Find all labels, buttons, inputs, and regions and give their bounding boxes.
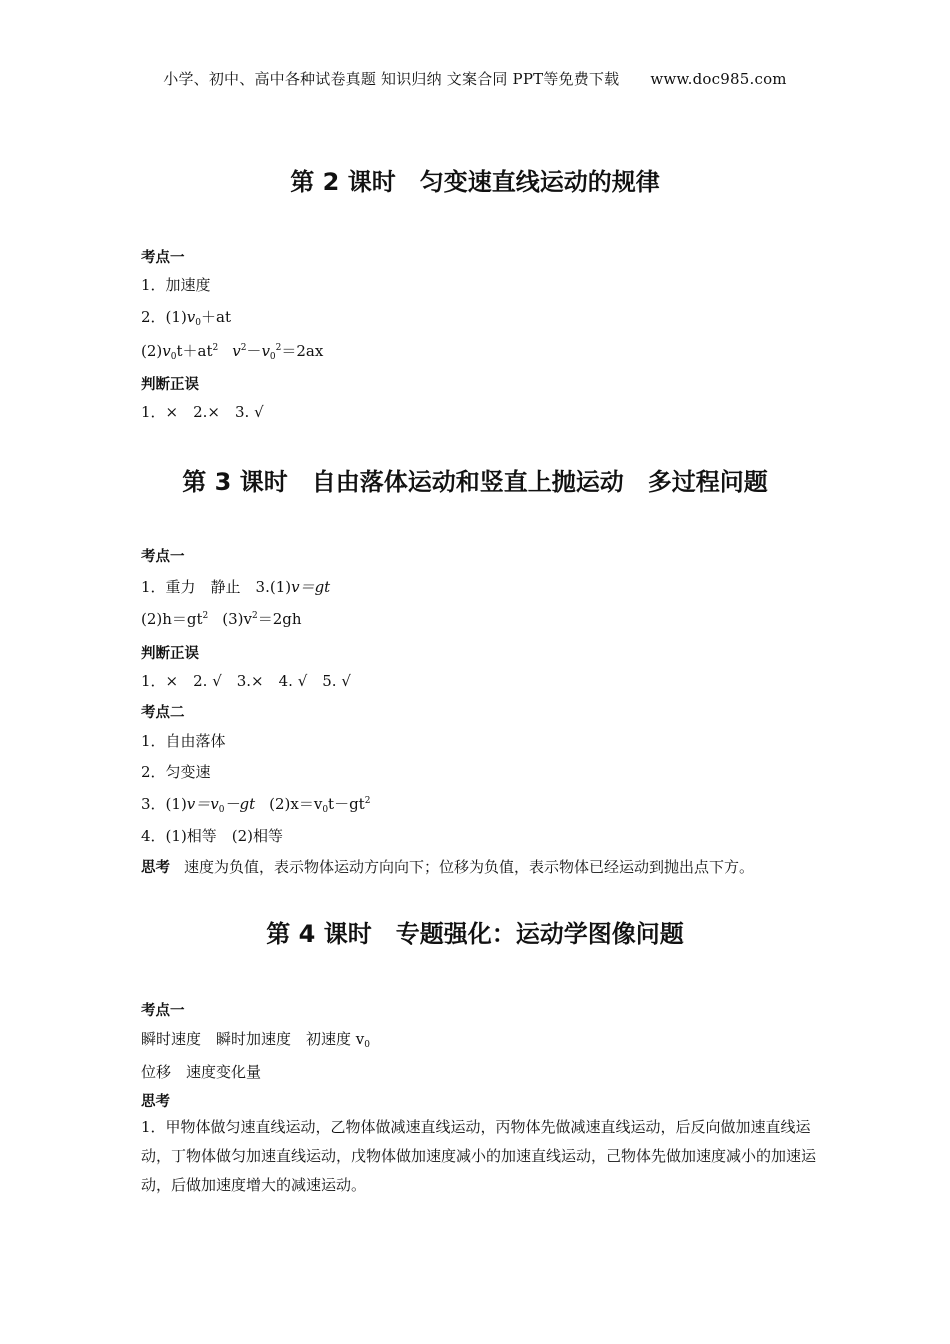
lesson4-paragraph: 1．甲物体做匀速直线运动，乙物体做减速直线运动，丙物体先做减速直线运动，后反向做加速直线运动，丁物体做匀加速直线运动，戊物体做加速度减小的加速直线运动，己物体先做加速度减小的加速运动，后做加速度增大的减速运动。 xyxy=(141,1118,817,1194)
lesson4-line1 xyxy=(141,1028,370,1050)
lesson3-line1 xyxy=(141,576,330,597)
line1-prefix: 1．重力 静止 3.(1) xyxy=(141,578,292,596)
lesson4-kaodian1: 考点一 xyxy=(141,1003,185,1019)
lesson4-sikao: 思考 xyxy=(141,1094,170,1110)
v-symbol: v xyxy=(232,342,241,360)
sikao-label: 思考 xyxy=(141,860,170,876)
lesson3-k2-item3 xyxy=(141,793,370,815)
line1-text: 瞬时速度 瞬时加速度 初速度 v xyxy=(141,1030,365,1048)
item3-prefix: (2) xyxy=(141,342,163,360)
k2-item3-d: t－gt xyxy=(328,795,365,813)
lesson3-title: 第 3 课时 自由落体运动和竖直上抛运动 多过程问题 xyxy=(182,468,768,496)
sup-two: 2 xyxy=(275,343,282,353)
item2-tail: ＋at xyxy=(201,308,231,326)
lesson3-k2-item2: 2．匀变速 xyxy=(141,763,211,781)
lesson3-k2-item4: 4．(1)相等 (2)相等 xyxy=(141,827,284,845)
item3-mid: t＋at xyxy=(176,342,213,360)
line1-eq: v＝gt xyxy=(291,578,331,596)
lesson2-item3: $(2)v_0t+at^2$ $v^2-v_0^2=2ax$ xyxy=(141,342,324,362)
sikao-text: 速度为负值，表示物体运动方向向下；位移为负值，表示物体已经运动到抛出点下方。 xyxy=(184,858,755,876)
lesson2-title: 第 2 课时 匀变速直线运动的规律 xyxy=(290,168,660,196)
sub-zero: 0 xyxy=(322,805,329,815)
lesson2-answers: 1．× 2.× 3. √ xyxy=(141,403,264,421)
sup-two: 2 xyxy=(252,611,258,621)
sup-two: 2 xyxy=(212,343,219,353)
k2-item3-a: v＝v xyxy=(186,795,219,813)
lesson3-k2-item1: 1．自由落体 xyxy=(141,732,226,750)
lesson2-kaodian1: 考点一 xyxy=(141,250,185,266)
sub-zero: 0 xyxy=(218,805,225,815)
lesson4-line2: 位移 速度变化量 xyxy=(141,1063,262,1081)
lesson2-item2 xyxy=(141,306,231,328)
header-text: 小学、初中、高中各种试卷真题 知识归纳 文案合同 PPT等免费下载 xyxy=(163,70,620,88)
lesson4-title: 第 4 课时 专题强化：运动学图像问题 xyxy=(266,920,684,948)
sup-two: 2 xyxy=(240,343,247,353)
item2-prefix: 2．(1) xyxy=(141,308,187,326)
sub-zero: 0 xyxy=(170,352,177,362)
v-symbol: v xyxy=(162,342,171,360)
lesson3-line2 xyxy=(141,608,302,629)
line2-c: ＝2gh xyxy=(257,610,302,628)
k2-item3-b: －gt xyxy=(224,795,256,813)
page-header xyxy=(0,68,950,89)
k2-item3-prefix: 3．(1) xyxy=(141,795,187,813)
lesson3-panduan: 判断正误 xyxy=(141,646,199,662)
header-site: www.doc985.com xyxy=(650,70,787,88)
sub-zero: 0 xyxy=(269,352,276,362)
lesson2-item1: 1．加速度 xyxy=(141,276,211,294)
v-symbol: v xyxy=(186,308,196,326)
line2-a: (2)h＝gt xyxy=(141,610,203,628)
v-symbol: v xyxy=(261,342,270,360)
line2-b: (3)v xyxy=(222,610,253,628)
k2-item3-c: (2)x＝v xyxy=(269,795,323,813)
lesson2-panduan: 判断正误 xyxy=(141,377,199,393)
lesson3-kaodian2: 考点二 xyxy=(141,705,185,721)
lesson3-sikao xyxy=(141,856,754,877)
item3-tail: ＝2ax xyxy=(281,342,324,360)
lesson3-answers: 1．× 2. √ 3.× 4. √ 5. √ xyxy=(141,672,351,690)
sup-two: 2 xyxy=(202,611,209,621)
sub-zero: 0 xyxy=(364,1040,370,1050)
sub-zero: 0 xyxy=(195,318,202,328)
sup-two: 2 xyxy=(364,796,371,806)
lesson3-kaodian1: 考点一 xyxy=(141,549,185,565)
